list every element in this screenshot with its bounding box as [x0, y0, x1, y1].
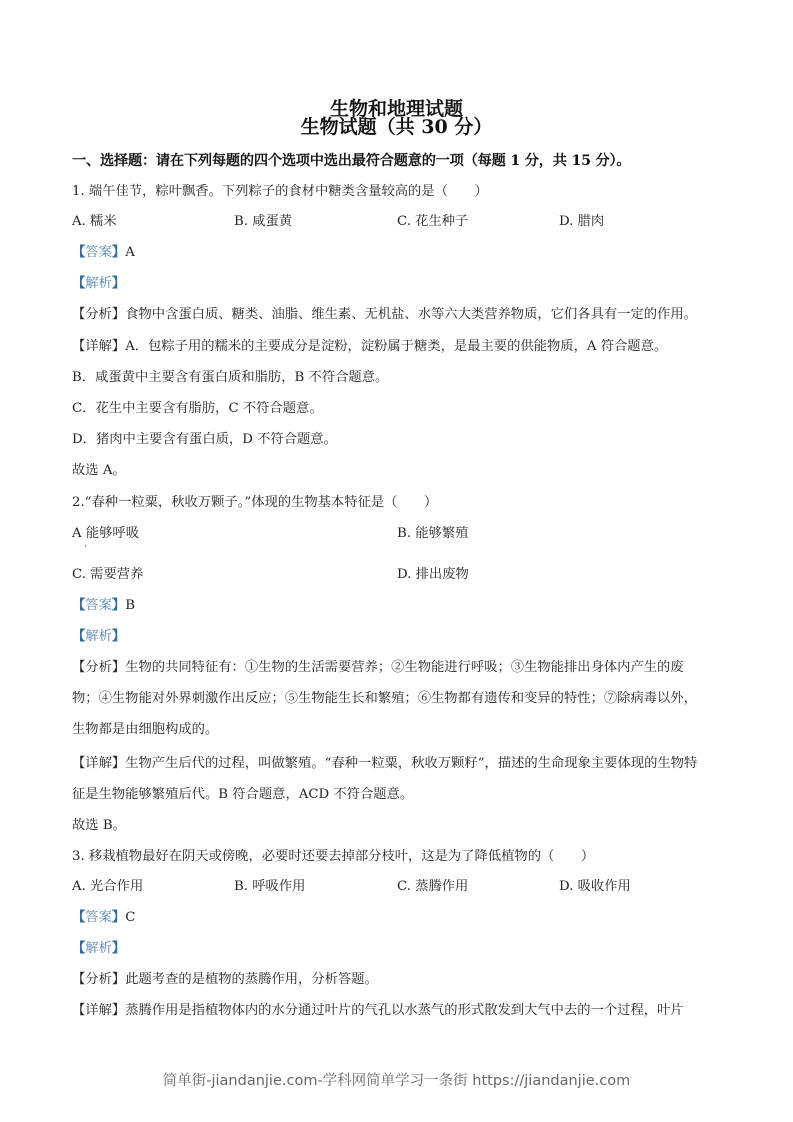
q3-option-c: C. 蒸腾作用: [397, 879, 469, 894]
q1-option-d: D. 腊肉: [559, 214, 605, 229]
question-2-stem: 2.“春种一粒粟，秋收万颗子。”体现的生物基本特征是（ ）: [72, 495, 438, 510]
answer-value: B: [125, 598, 135, 613]
q1-answer: 【答案】A: [72, 245, 135, 260]
q2-analysis-label: 【解析】: [72, 629, 126, 644]
q1-fenxi: 【分析】食物中含蛋白质、糖类、油脂、维生素、无机盐、水等六大类营养物质，它们各具有一定的作用。: [72, 307, 697, 322]
q1-xiangjie-4: D．猪肉中主要含有蛋白质，D 不符合题意。: [72, 432, 337, 447]
answer-value: C: [125, 910, 136, 925]
q1-xiangjie-3: C．花生中主要含有脂肪，C 不符合题意。: [72, 401, 323, 416]
q2-xiangjie-2: 征是生物能够繁殖后代。B 符合题意，ACD 不符合题意。: [72, 787, 414, 802]
question-3-stem: 3. 移栽植物最好在阴天或傍晚，必要时还要去掉部分枝叶，这是为了降低植物的（ ）: [72, 849, 595, 864]
q1-option-a: A. 糯米: [72, 214, 117, 229]
q1-xiangjie-2: B．咸蛋黄中主要含有蛋白质和脂肪，B 不符合题意。: [72, 370, 389, 385]
q3-xiangjie-1: 【详解】蒸腾作用是指植物体内的水分通过叶片的气孔以水蒸气的形式散发到大气中去的一个过程，叶片: [72, 1003, 684, 1018]
q2-answer: 【答案】B: [72, 598, 135, 613]
footer-watermark: 简单街-jiandanjie.com-学科网简单学习一条街 https://jiandanjie.com: [162, 1073, 631, 1089]
question-1-stem: 1. 端午佳节，粽叶飘香。下列粽子的食材中糖类含量较高的是（ ）: [72, 184, 488, 199]
q3-option-d: D. 吸收作用: [559, 879, 631, 894]
q1-option-c: C. 花生种子: [397, 214, 469, 229]
q3-option-a: A. 光合作用: [72, 879, 144, 894]
q2-conclusion: 故选 B。: [72, 818, 126, 833]
q3-analysis-label: 【解析】: [72, 941, 126, 956]
document-title: 生物和地理试题: [329, 98, 463, 120]
q2-fenxi-2: 物；④生物能对外界刺激作出反应；⑤生物能生长和繁殖；⑥生物都有遗传和变异的特性；⑦除病毒以外，: [72, 691, 697, 706]
answer-label: 答案: [85, 245, 112, 260]
q2-option-a: A 能够呼吸: [72, 526, 140, 541]
q2-option-b: B. 能够繁殖: [397, 526, 469, 541]
q2-xiangjie-1: 【详解】生物产生后代的过程，叫做繁殖。“春种一粒粟，秋收万颗籽”，描述的生命现象主要体现的生物特: [72, 756, 698, 771]
q2-option-c: C. 需要营养: [72, 567, 144, 582]
q3-answer: 【答案】C: [72, 910, 136, 925]
stray-mark: [85, 545, 86, 547]
document-subtitle: 生物试题（共 30 分）: [300, 116, 493, 138]
q1-analysis-label: 【解析】: [72, 276, 126, 291]
q1-conclusion: 故选 A。: [72, 463, 126, 478]
answer-label: 答案: [85, 598, 112, 613]
q2-fenxi-3: 生物都是由细胞构成的。: [72, 722, 219, 737]
q1-xiangjie-1: 【详解】A．包粽子用的糯米的主要成分是淀粉，淀粉属于糖类，是最主要的供能物质，A 符合题意。: [72, 339, 668, 354]
section-heading: 一、选择题：请在下列每题的四个选项中选出最符合题意的一项（每题 1 分，共 15 分）。: [72, 153, 631, 169]
q3-fenxi: 【分析】此题考查的是植物的蒸腾作用，分析答题。: [72, 972, 378, 987]
q2-option-d: D. 排出废物: [397, 567, 469, 582]
answer-label: 答案: [85, 910, 112, 925]
answer-value: A: [125, 245, 135, 260]
q3-option-b: B. 呼吸作用: [234, 879, 306, 894]
q1-option-b: B. 咸蛋黄: [234, 214, 293, 229]
q2-fenxi-1: 【分析】生物的共同特征有：①生物的生活需要营养；②生物能进行呼吸；③生物能排出身体内产生的废: [72, 660, 684, 675]
